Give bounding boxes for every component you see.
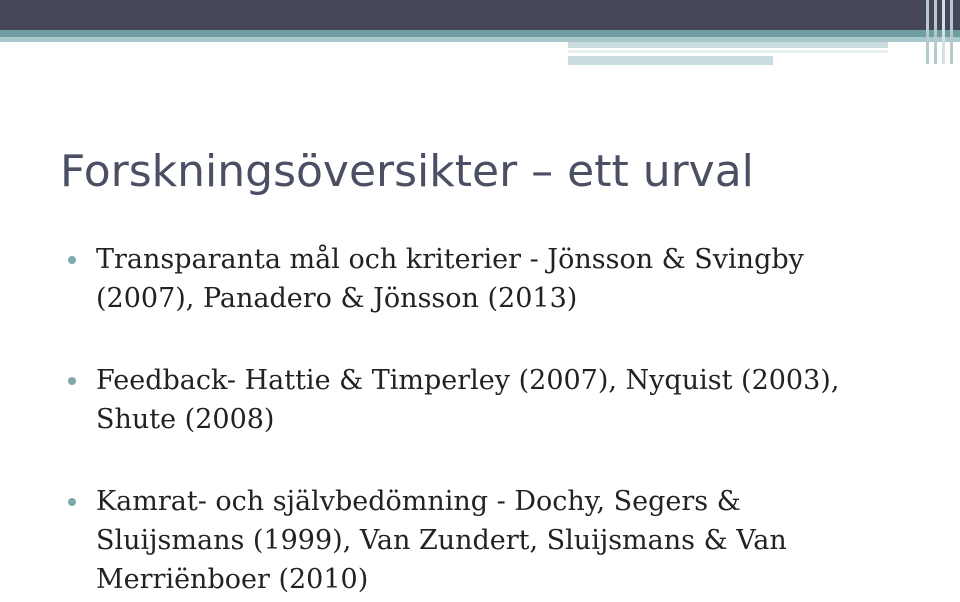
bullet-item (68, 482, 928, 599)
bullet-line: Transparanta mål och kriterier - Jönsson & Svingby (96, 244, 804, 275)
slide-title: Forskningsöversikter – ett urval (60, 146, 754, 197)
header-accent-line (568, 50, 888, 53)
bullet-item (68, 361, 928, 439)
bullet-line: Kamrat- och självbedömning - Dochy, Segers & (96, 486, 741, 517)
bullet-line: Feedback- Hattie & Timperley (2007), Nyquist (2003), (96, 365, 840, 396)
header-band-teal (0, 30, 960, 37)
bullet-line: Merriënboer (2010) (96, 564, 369, 595)
header-band-dark (0, 0, 960, 30)
bullet-item (68, 240, 928, 318)
header-stripes (920, 0, 960, 64)
bullet-line: Shute (2008) (96, 404, 275, 435)
header-accent-bar (568, 42, 888, 48)
bullet-line: Sluijsmans (1999), Van Zundert, Sluijsmans & Van (96, 525, 787, 556)
header-accent-bar-short (568, 56, 773, 65)
bullet-line: (2007), Panadero & Jönsson (2013) (96, 283, 578, 314)
bullet-list (68, 240, 928, 602)
